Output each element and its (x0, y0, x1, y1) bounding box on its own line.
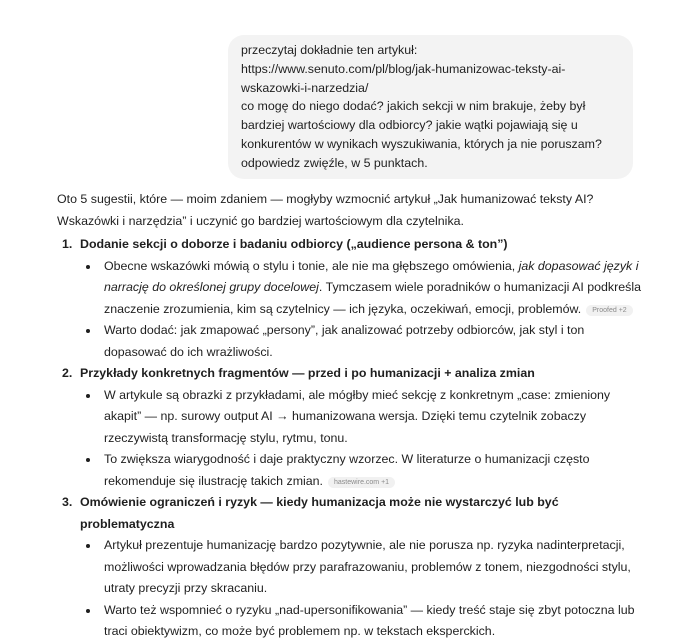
bullet-text: Warto też wspomnieć o ryzyku „nad-upersonifikowania” — kiedy treść staje się zbyt potoczna lub traci obiektywizm, co może być problemem np. w tekstach eksperckich. (104, 602, 635, 638)
suggestion-list (57, 234, 642, 643)
bullet-icon (86, 394, 90, 398)
item-title: Dodanie sekcji o doborze i badaniu odbiorcy („audience persona & ton”) (80, 237, 508, 251)
bullet-list (80, 256, 642, 364)
bullet-item (80, 535, 642, 600)
suggestion-item (57, 492, 642, 643)
bullet-text: To zwiększa wiarygodność i daje praktyczny wzorzec. W literaturze o humanizacji często rekomenduje się ilustrację takich zmian. (104, 452, 590, 488)
bullet-emphasis: jak dopasować język i narrację do określonej grupy docelowej (104, 258, 639, 294)
bullet-icon (86, 609, 90, 613)
item-title: Omówienie ograniczeń i ryzyk — kiedy humanizacja może nie wystarczyć lub być problematyczna (80, 495, 559, 531)
answer-intro: Oto 5 sugestii, które — moim zdaniem — mogłyby wzmocnić artykuł „Jak humanizować teksty AI? Wskazówki i narzędzia” i uczynić go bardziej wartościowym dla czytelnika. (57, 192, 594, 228)
user-message-line: przeczytaj dokładnie ten artykuł: https://www.senuto.com/pl/blog/jak-humanizowac-teksty-ai-wskazowki-i-narzedzia/ (241, 43, 566, 95)
user-message-line: co mogę do niego dodać? jakich sekcji w nim brakuje, żeby był bardziej wartościowy dla odbiorcy? jakie wątki pojawiają się u konkurentów w wynikach wyszukiwania, których ja nie poruszam? odpowiedz zwięźle, w 5 punktach. (241, 99, 602, 170)
bullet-text: Obecne wskazówki mówią o stylu i tonie, ale nie ma głębszego omówienia, (104, 258, 519, 273)
suggestion-item (57, 234, 642, 363)
item-number: 2. (62, 366, 73, 380)
bullet-icon (86, 265, 90, 269)
bullet-text: . Tymczasem wiele poradników o humanizacji AI podkreśla znaczenie zrozumienia, kim są czytelnicy — ich języka, oczekiwań, emocji, problemów. (104, 280, 641, 316)
item-title: Przykłady konkretnych fragmentów — przed i po humanizacji + analiza zmian (80, 366, 535, 380)
bullet-item (80, 600, 642, 643)
source-citation-chip[interactable]: hastewire.com +1 (328, 477, 395, 488)
bullet-list (80, 535, 642, 643)
bullet-icon (86, 544, 90, 548)
source-citation-chip[interactable]: Proofed +2 (586, 305, 632, 316)
bullet-item (80, 385, 642, 450)
bullet-icon (86, 458, 90, 462)
bullet-item (80, 449, 642, 492)
bullet-text: Warto dodać: jak zmapować „persony”, jak analizować potrzeby odbiorców, jak styl i ton dopasować do ich wrażliwości. (104, 323, 585, 359)
item-number: 1. (62, 237, 73, 251)
bullet-text: W artykule są obrazki z przykładami, ale mógłby mieć sekcję z konkretnym „case: zmieniony akapit” — np. surowy output AI → humanizowana wersja. Dzięki temu czytelnik zobaczy rzeczywistą transformację stylu, rytmu, tonu. (104, 387, 611, 445)
bullet-text: Artykuł prezentuje humanizację bardzo pozytywnie, ale nie porusza np. ryzyka nadinterpretacji, możliwości wprowadzania błędów przy parafrazowaniu, problemów z tonem, niezgodności stylu, utraty precyzji przy skracaniu. (104, 538, 631, 595)
bullet-item (80, 256, 642, 321)
user-message-bubble (228, 35, 633, 179)
bullet-list (80, 385, 642, 493)
bullet-item (80, 320, 642, 363)
suggestion-item (57, 363, 642, 492)
assistant-answer (57, 189, 642, 643)
item-number: 3. (62, 495, 73, 509)
bullet-icon (86, 329, 90, 333)
